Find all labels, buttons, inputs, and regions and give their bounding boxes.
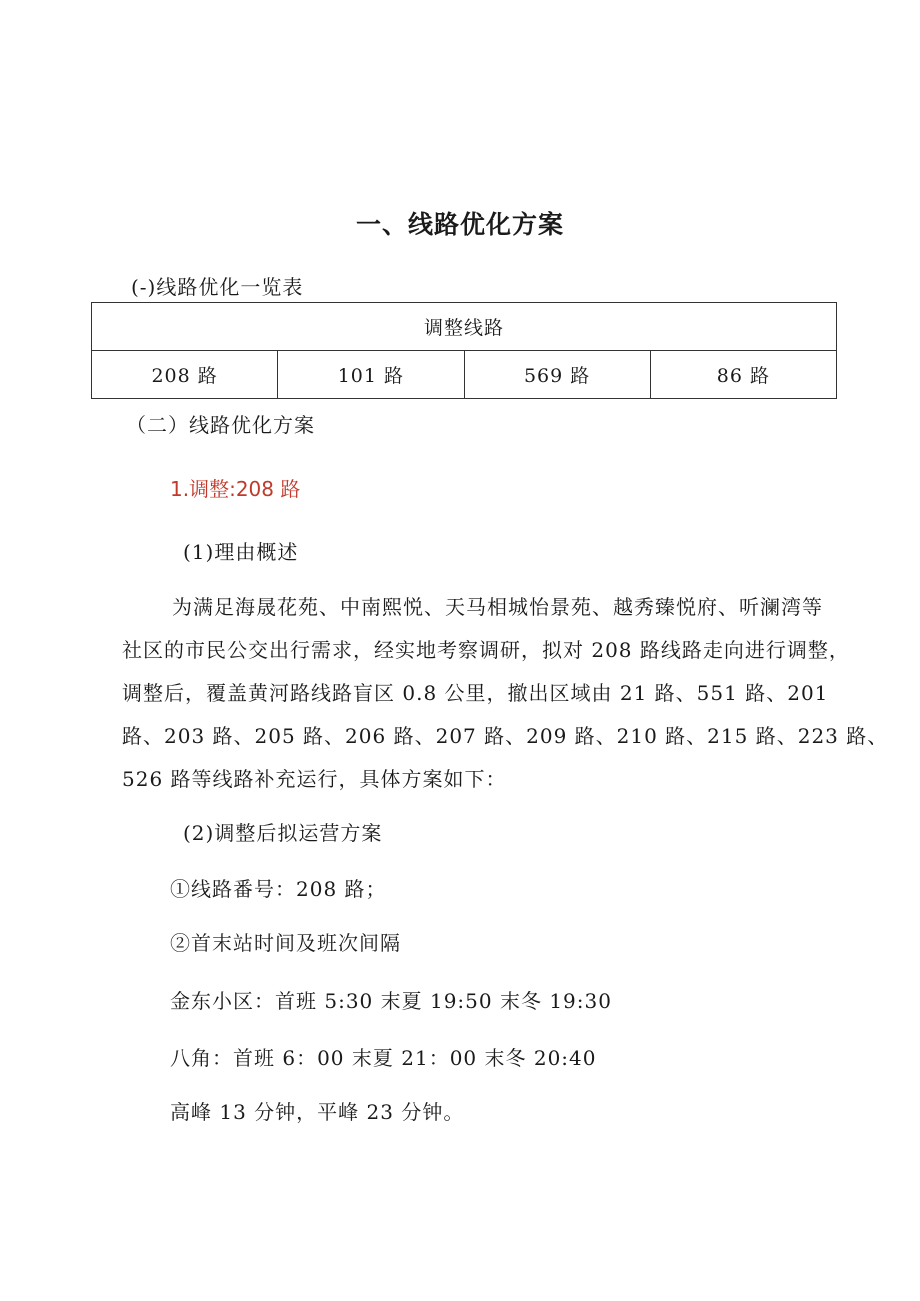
paragraph-line: 路、203 路、205 路、206 路、207 路、209 路、210 路、215 路、223 路、: [122, 724, 889, 748]
page-title: 一、线路优化方案: [355, 210, 564, 239]
interval-line: 高峰 13 分钟，平峰 23 分钟。: [170, 1100, 465, 1124]
paragraph-line: 社区的市民公交出行需求，经实地考察调研，拟对 208 路线路走向进行调整，: [122, 638, 850, 662]
paragraph-line: 为满足海晟花苑、中南熙悦、天马相城怡景苑、越秀臻悦府、听澜湾等: [172, 595, 823, 619]
section-heading-plan: （二）线路优化方案: [126, 413, 315, 437]
section-heading-overview: (-)线路优化一览表: [131, 275, 304, 299]
table-cell-route: 86 路: [650, 351, 836, 399]
route-number-line: ①线路番号：208 路；: [170, 877, 387, 901]
paragraph-line: 调整后，覆盖黄河路线路盲区 0.8 公里，撤出区域由 21 路、551 路、201: [122, 681, 829, 705]
subheading-reason: (1)理由概述: [183, 540, 299, 564]
schedule-bajiao: 八角：首班 6：00 末夏 21：00 末冬 20:40: [170, 1046, 597, 1070]
item-heading-208: 1.调整:208 路: [170, 477, 301, 501]
schedule-jindong: 金东小区：首班 5:30 末夏 19:50 末冬 19:30: [170, 989, 612, 1013]
schedule-heading: ②首末站时间及班次间隔: [170, 931, 401, 955]
paragraph-line: 526 路等线路补充运行，具体方案如下：: [122, 767, 507, 791]
subheading-operation-plan: (2)调整后拟运营方案: [183, 821, 383, 845]
table-header-cell: 调整线路: [92, 303, 837, 351]
table-cell-route: 101 路: [278, 351, 464, 399]
route-adjustment-table: [91, 302, 837, 399]
table-cell-route: 569 路: [464, 351, 650, 399]
table-cell-route: 208 路: [92, 351, 278, 399]
